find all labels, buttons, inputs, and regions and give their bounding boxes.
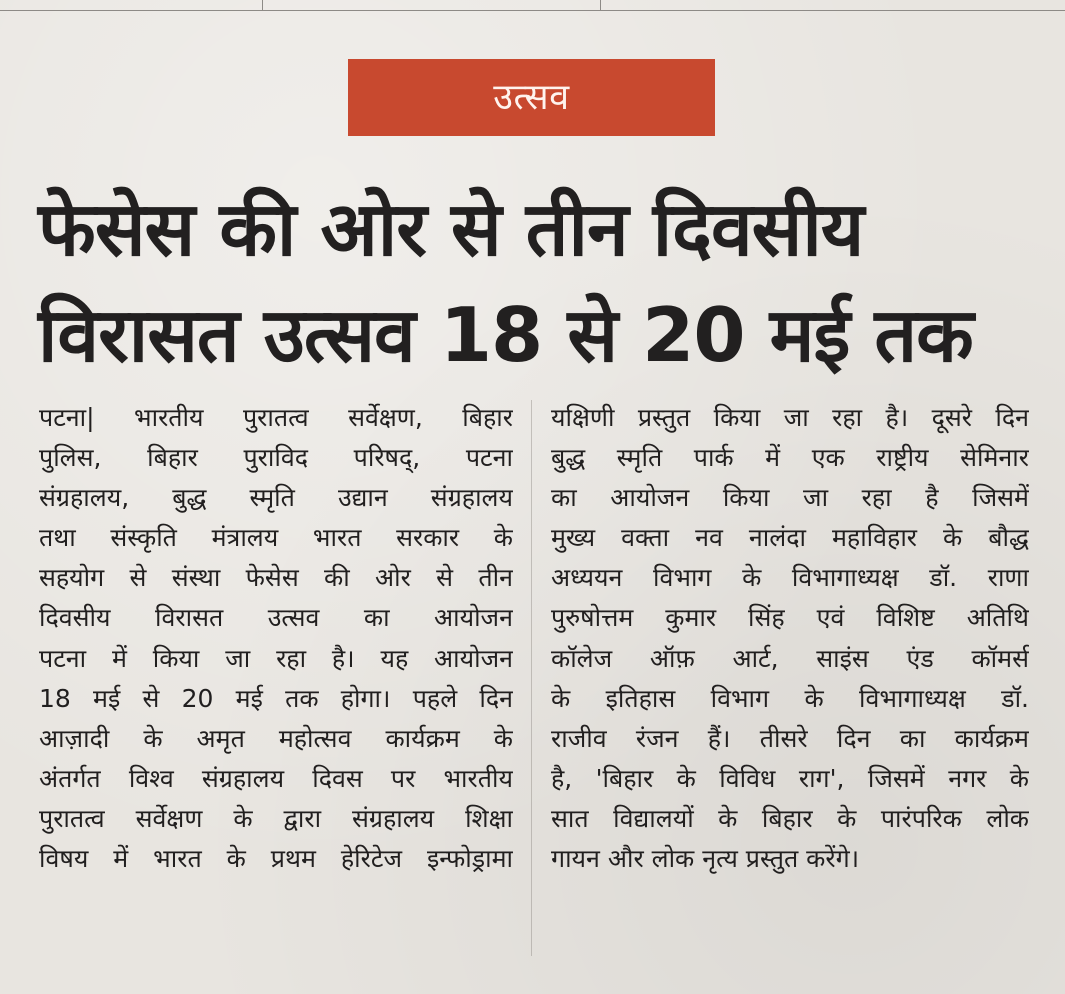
text-line: सात विद्यालयों के बिहार के पारंपरिक लोक (551, 803, 1029, 833)
text-line: राजीव रंजन हैं। तीसरे दिन का कार्यक्रम (551, 723, 1029, 753)
text-line: यक्षिणी प्रस्तुत किया जा रहा है। दूसरे दिन (551, 403, 1029, 432)
text-line: तथा संस्कृति मंत्रालय भारत सरकार के (39, 523, 513, 553)
top-rule-tick (600, 0, 601, 11)
text-line: पुरुषोत्तम कुमार सिंह एवं विशिष्ट अतिथि (551, 603, 1029, 633)
top-rule (0, 10, 1065, 11)
text-line: अध्ययन विभाग के विभागाध्यक्ष डॉ. राणा (551, 563, 1029, 593)
article-column-left (39, 398, 513, 879)
text-line: पुलिस, बिहार पुराविद परिषद्, पटना (39, 443, 513, 473)
headline-line: फेसेस की ओर से तीन दिवसीय (38, 185, 864, 273)
text-line: अंतर्गत विश्व संग्रहालय दिवस पर भारतीय (39, 763, 513, 793)
category-label: उत्सव (348, 59, 715, 136)
text-line: दिवसीय विरासत उत्सव का आयोजन (39, 603, 513, 633)
text-line: आज़ादी के अमृत महोत्सव कार्यक्रम के (39, 723, 513, 753)
text-line: संग्रहालय, बुद्ध स्मृति उद्यान संग्रहालय (39, 483, 513, 513)
text-line: पुरातत्व सर्वेक्षण के द्वारा संग्रहालय शिक्षा (39, 803, 513, 833)
text-line: का आयोजन किया जा रहा है जिसमें (551, 483, 1029, 513)
text-line: पटना में किया जा रहा है। यह आयोजन (39, 643, 513, 673)
headline (38, 176, 1038, 388)
text-line: पटना| भारतीय पुरातत्व सर्वेक्षण, बिहार (39, 403, 513, 432)
text-line: मुख्य वक्ता नव नालंदा महाविहार के बौद्ध (551, 523, 1029, 553)
text-line: है, 'बिहार के विविध राग', जिसमें नगर के (551, 763, 1029, 793)
text-line: के इतिहास विभाग के विभागाध्यक्ष डॉ. (551, 683, 1029, 713)
column-divider (531, 400, 532, 956)
text-line: सहयोग से संस्था फेसेस की ओर से तीन (39, 563, 513, 593)
text-line: कॉलेज ऑफ़ आर्ट, साइंस एंड कॉमर्स (551, 643, 1029, 673)
text-line: 18 मई से 20 मई तक होगा। पहले दिन (39, 683, 513, 713)
article-column-right (551, 398, 1029, 879)
headline-line: विरासत उत्सव 18 से 20 मई तक (38, 291, 973, 379)
text-line: बुद्ध स्मृति पार्क में एक राष्ट्रीय सेमिनार (551, 443, 1029, 473)
text-line: गायन और लोक नृत्य प्रस्तुत करेंगे। (551, 844, 860, 874)
top-rule-tick (262, 0, 263, 11)
text-line: विषय में भारत के प्रथम हेरिटेज इन्फोड्रामा (39, 844, 513, 874)
